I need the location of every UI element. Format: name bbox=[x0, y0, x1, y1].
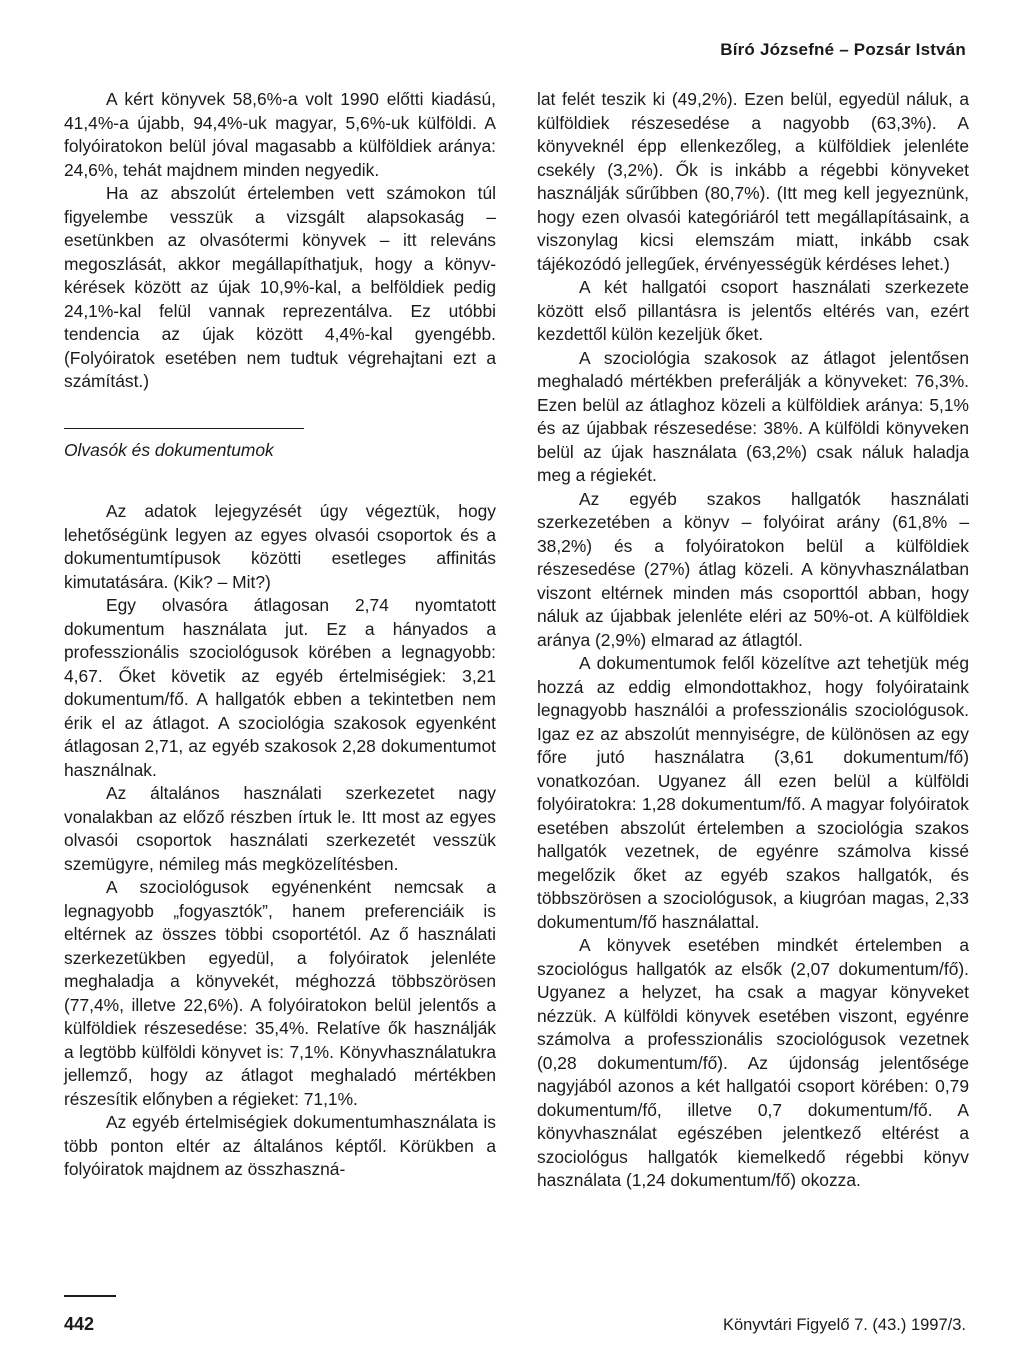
body-paragraph: Ha az abszolút értelemben vett számokon túl figyelembe vesszük a vizsgált alapsokaság – esetünkben az olvasótermi könyvek – itt releváns megoszlását, akkor megállapíthatjuk, hogy a könyv-kérések között az újak 10,9%-kal, a belföldiek pedig 24,1%-kal felül vannak reprezentálva. Ez utóbbi tendencia az újak között 4,4%-kal gyengébb. (Folyóiratok esetében nem tudtuk végrehajtani ezt a számítást.) bbox=[64, 183, 496, 391]
body-paragraph: Az egyéb értelmiségiek dokumentumhasználata is több ponton eltér az általános képtől. Körükben a folyóiratok majdnem az összhaszná- bbox=[64, 1112, 496, 1179]
journal-citation: Könyvtári Figyelő 7. (43.) 1997/3. bbox=[722, 1316, 966, 1334]
body-paragraph: Az adatok lejegyzését úgy végeztük, hogy lehetőségünk legyen az egyes olvasói csoportok és a dokumentumtípusok közötti esetleges affinitás kimutatására. (Kik? – Mit?) bbox=[64, 501, 496, 592]
body-paragraph: A szociológia szakosok az átlagot jelentősen meghaladó mértékben preferálják a könyveket: 76,3%. Ezen belül az átlaghoz közeli a külföldiek aránya: 5,1% és az újabbak részesedése: 38%. A külföldi könyveken belül az újak használata (63,2%) csak náluk haladja meg a régiekét. bbox=[537, 347, 969, 485]
left-column bbox=[64, 88, 496, 1182]
section-heading-block bbox=[64, 428, 496, 463]
section-title: Olvasók és dokumentumok bbox=[64, 439, 274, 460]
body-paragraph: Egy olvasóra átlagosan 2,74 nyomtatott dokumentum használata jut. Ez a hányados a professzionális szociológusok körében a legnagyobb: 4,67. Őket követik az egyéb értelmiségiek: 3,21 dokumentum/fő. A hallgatók ebben a tekintetben nem érik el az átlagot. A szociológia szakosok egyenként átlagosan 2,71, az egyéb szakosok 2,28 dokumentumot használnak. bbox=[64, 595, 496, 780]
body-paragraph: A dokumentumok felől közelítve azt tehetjük még hozzá az eddig elmondottakhoz, hogy folyóirataink legnagyobb használói a professzionális szociológusok. Igaz ez az abszolút mennyiségre, de különösen az egy főre jutó használatra (3,61 dokumentum/fő) vonatkozóan. Ugyanez áll ezen belül a külföldi folyóiratokra: 1,28 dokumentum/fő. A magyar folyóiratok esetében abszolút értelemben a szociológia szakos hallgatók vezetnek, de egyénre számolva kissé megelőzik őket az egyéb szakos hallgatók, és többszörösen a szociológusok, a kiugróan magas, 2,33 dokumentum/fő használattal. bbox=[537, 653, 969, 932]
body-paragraph: Az egyéb szakos hallgatók használati szerkezetében a könyv – folyóirat arány (61,8% – 38,2%) és a folyóiratokon belül a külföldiek részesedése (27%) átlag közeli. A könyvhasználatban viszont eltérnek minden más csoporttól abban, hogy náluk az újabbak jelenléte eléri az 50%-ot. A külföldiek aránya (2,9%) elmarad az átlagtól. bbox=[537, 488, 969, 650]
running-header-author: Bíró Józsefné – Pozsár István bbox=[720, 40, 966, 59]
section-divider bbox=[64, 428, 304, 429]
body-paragraph: A kért könyvek 58,6%-a volt 1990 előtti kiadású, 41,4%-a újabb, 94,4%-uk magyar, 5,6%-uk külföldi. A folyóiratokon belül jóval magasabb a külföldiek aránya: 24,6%, tehát majdnem minden negyedik. bbox=[64, 89, 496, 180]
body-paragraph-continued: lat felét teszik ki (49,2%). Ezen belül, egyedül náluk, a külföldiek részesedése a nagyobb (63,3%). A könyveknél épp ellenkezőleg, a külföldiek jelenléte csekély (3,2%). Ők is inkább a régebbi könyveket használják sűrűbben (80,7%). (Itt meg kell jegyeznünk, hogy ezen olvasói kategóriáról tett megállapításaink, a viszonylag kicsi elemszám miatt, inkább csak tájékozódó jellegűek, érvényességük kérdéses lehet.) bbox=[537, 89, 969, 274]
page-number: 442 bbox=[64, 1314, 95, 1334]
body-paragraph: A szociológusok egyénenként nemcsak a legnagyobb „fogyasztók”, hanem preferenciáik is eltérnek az összes többi csoportétól. Az ő használati szerkezetükben egyedül, a folyóiratok jelenléte meghaladja a könyvekét, méghozzá többszörösen (77,4%, illetve 22,6%). A folyóiratokon belül jelentős a külföldiek részesedése: 35,4%. Relatíve ők használják a legtöbb külföldi könyvet is: 7,1%. Könyvhasználatukra jellemző, hogy az átlagot meghaladó mértékben részesítik előnyben a régieket: 71,1%. bbox=[64, 877, 496, 1109]
body-paragraph: Az általános használati szerkezetet nagy vonalakban az előző részben írtuk le. Itt most az egyes olvasói csoportok használati szerkezetét vesszük szemügyre, némileg más megközelítésben. bbox=[64, 783, 496, 874]
right-column bbox=[537, 88, 969, 1193]
body-paragraph: A könyvek esetében mindkét értelemben a szociológus hallgatók az elsők (2,07 dokumentum/fő). Ugyanez a helyzet, ha csak a magyar könyveket nézzük. A külföldi könyvek esetében viszont, egyénre számolva a professzionális szociológusok vezetnek (0,28 dokumentum/fő). Az újdonság jelentősége nagyjából azonos a két hallgatói csoport körében: 0,79 dokumentum/fő, illetve 0,7 dokumentum/fő. A könyvhasználat egészében jelentkező eltérést a szociológus hallgatók kiemelkedő régebbi könyv használata (1,24 dokumentum/fő) okozza. bbox=[537, 935, 969, 1190]
footer-divider bbox=[64, 1295, 116, 1297]
body-paragraph: A két hallgatói csoport használati szerkezete között első pillantásra is jelentős eltérés van, ezért kezdettől külön kezeljük őket. bbox=[537, 277, 969, 344]
